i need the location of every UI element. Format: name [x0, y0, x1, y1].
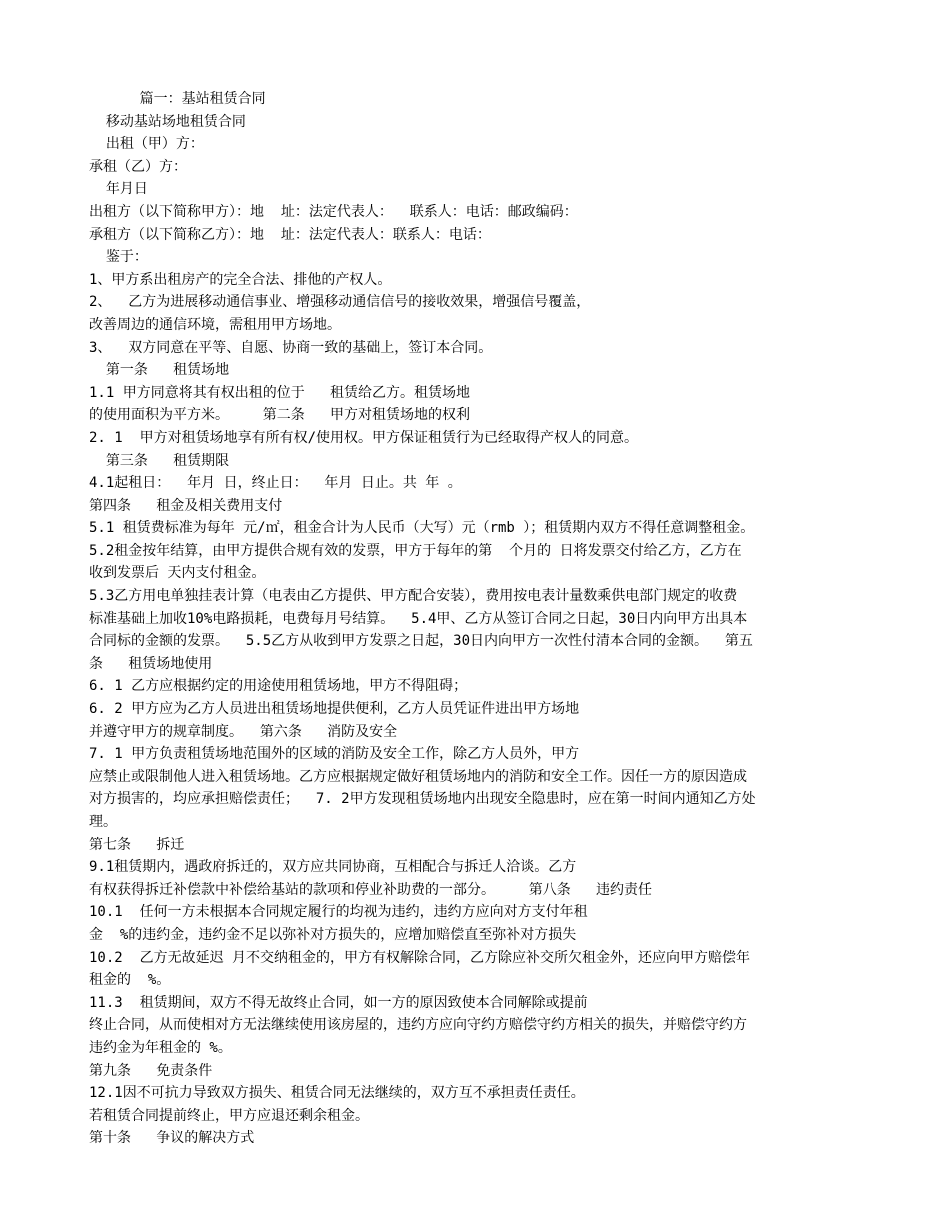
text-line: 改善周边的通信环境，需租用甲方场地。	[89, 316, 341, 333]
text-line: 对方损害的，均应承担赔偿责任； 7. 2甲方发现租赁场地内出现安全隐患时，应在第一时间内通知乙方处	[89, 791, 756, 808]
text-line: 6. 1 乙方应根据约定的用途使用租赁场地，甲方不得阻碍；	[89, 678, 468, 695]
article-heading: 第九条 免责条件	[89, 1062, 213, 1079]
text-line: 终止合同，从而使相对方无法继续使用该房屋的，违约方应向守约方赔偿守约方相关的损失，并赔偿守约方	[89, 1017, 747, 1034]
date-line: 年月日	[89, 181, 148, 198]
text-line: 金 %的违约金，违约金不足以弥补对方损失的，应增加赔偿直至弥补对方损失	[89, 926, 577, 943]
text-line: 1.1 甲方同意将其有权出租的位于 租赁给乙方。租赁场地	[89, 384, 470, 401]
party-a-info: 出租方（以下简称甲方）：地 址：法定代表人： 联系人：电话：邮政编码：	[89, 203, 578, 220]
text-line: 5.3乙方用电单独挂表计算（电表由乙方提供、甲方配合安装），费用按电表计量数乘供电部门规定的收费	[89, 588, 738, 605]
text-line: 并遵守甲方的规章制度。 第六条 消防及安全	[89, 723, 398, 740]
article-heading: 第三条 租赁期限	[89, 452, 230, 469]
text-line: 7. 1 甲方负责租赁场地范围外的区域的消防及安全工作，除乙方人员外，甲方	[89, 746, 580, 763]
lessee-line: 承租（乙）方：	[89, 158, 187, 175]
text-line: 10.2 乙方无故延迟 月不交纳租金的，甲方有权解除合同，乙方除应补交所欠租金外，还应向甲方赔偿年	[89, 949, 750, 966]
text-line: 的使用面积为平方米。 第二条 甲方对租赁场地的权利	[89, 407, 470, 424]
text-line: 若租赁合同提前终止，甲方应退还剩余租金。	[89, 1107, 369, 1124]
text-line: 1、甲方系出租房产的完全合法、排他的产权人。	[89, 271, 392, 288]
text-line: 4.1起租日： 年月 日，终止日： 年月 日止。共 年 。	[89, 475, 462, 492]
text-line: 10.1 任何一方未根据本合同规定履行的均视为违约，违约方应向对方支付年租	[89, 904, 588, 921]
document-body	[89, 88, 869, 1150]
text-line: 5.2租金按年结算，由甲方提供合规有效的发票，甲方于每年的第 个月的 日将发票交付给乙方，乙方在	[89, 542, 742, 559]
text-line: 合同标的金额的发票。 5.5乙方从收到甲方发票之日起，30日内向甲方一次性付清本合同的金额。 第五	[89, 633, 753, 650]
text-line: 2、 乙方为进展移动通信事业、增强移动通信信号的接收效果，增强信号覆盖，	[89, 294, 591, 311]
text-line: 租金的 %。	[89, 972, 171, 989]
text-line: 标准基础上加收10%电路损耗，电费每月号结算。 5.4甲、乙方从签订合同之日起，30日内向甲方出具本	[89, 610, 748, 627]
text-line: 有权获得拆迁补偿款中补偿给基站的款项和停业补助费的一部分。 第八条 违约责任	[89, 881, 652, 898]
text-line: 5.1 租赁费标准为每年 元/㎡，租金合计为人民币（大写）元（rmb ）；租赁期内双方不得任意调整租金。	[89, 520, 755, 537]
article-heading: 第十条 争议的解决方式	[89, 1130, 255, 1147]
article-heading: 第七条 拆迁	[89, 836, 185, 853]
text-line: 条 租赁场地使用	[89, 655, 213, 672]
text-line: 11.3 租赁期间，双方不得无故终止合同，如一方的原因致使本合同解除或提前	[89, 994, 588, 1011]
party-b-info: 承租方（以下简称乙方）：地 址：法定代表人：联系人：电话：	[89, 226, 491, 243]
text-line: 3、 双方同意在平等、自愿、协商一致的基础上，签订本合同。	[89, 339, 493, 356]
text-line: 12.1因不可抗力导致双方损失、租赁合同无法继续的，双方互不承担责任责任。	[89, 1085, 585, 1102]
text-line: 理。	[89, 814, 117, 830]
text-line: 9.1租赁期内，遇政府拆迁的，双方应共同协商，互相配合与拆迁人洽谈。乙方	[89, 859, 577, 876]
article-heading: 第一条 租赁场地	[89, 362, 230, 379]
article-heading: 第四条 租金及相关费用支付	[89, 497, 283, 514]
text-line: 应禁止或限制他人进入租赁场地。乙方应根据规定做好租赁场地内的消防和安全工作。因任一方的原因造成	[89, 768, 747, 785]
text-line: 2. 1 甲方对租赁场地享有所有权/使用权。甲方保证租赁行为已经取得产权人的同意。	[89, 429, 638, 446]
lessor-line: 出租（甲）方：	[89, 136, 204, 153]
text-line: 6. 2 甲方应为乙方人员进出租赁场地提供便利，乙方人员凭证件进出甲方场地	[89, 701, 580, 718]
contract-title: 移动基站场地租赁合同	[89, 113, 246, 130]
whereas-heading: 鉴于：	[89, 249, 148, 266]
text-line: 违约金为年租金的 %。	[89, 1039, 232, 1056]
text-line: 收到发票后 天内支付租金。	[89, 565, 266, 582]
doc-title: 篇一：基站租赁合同	[89, 91, 266, 107]
